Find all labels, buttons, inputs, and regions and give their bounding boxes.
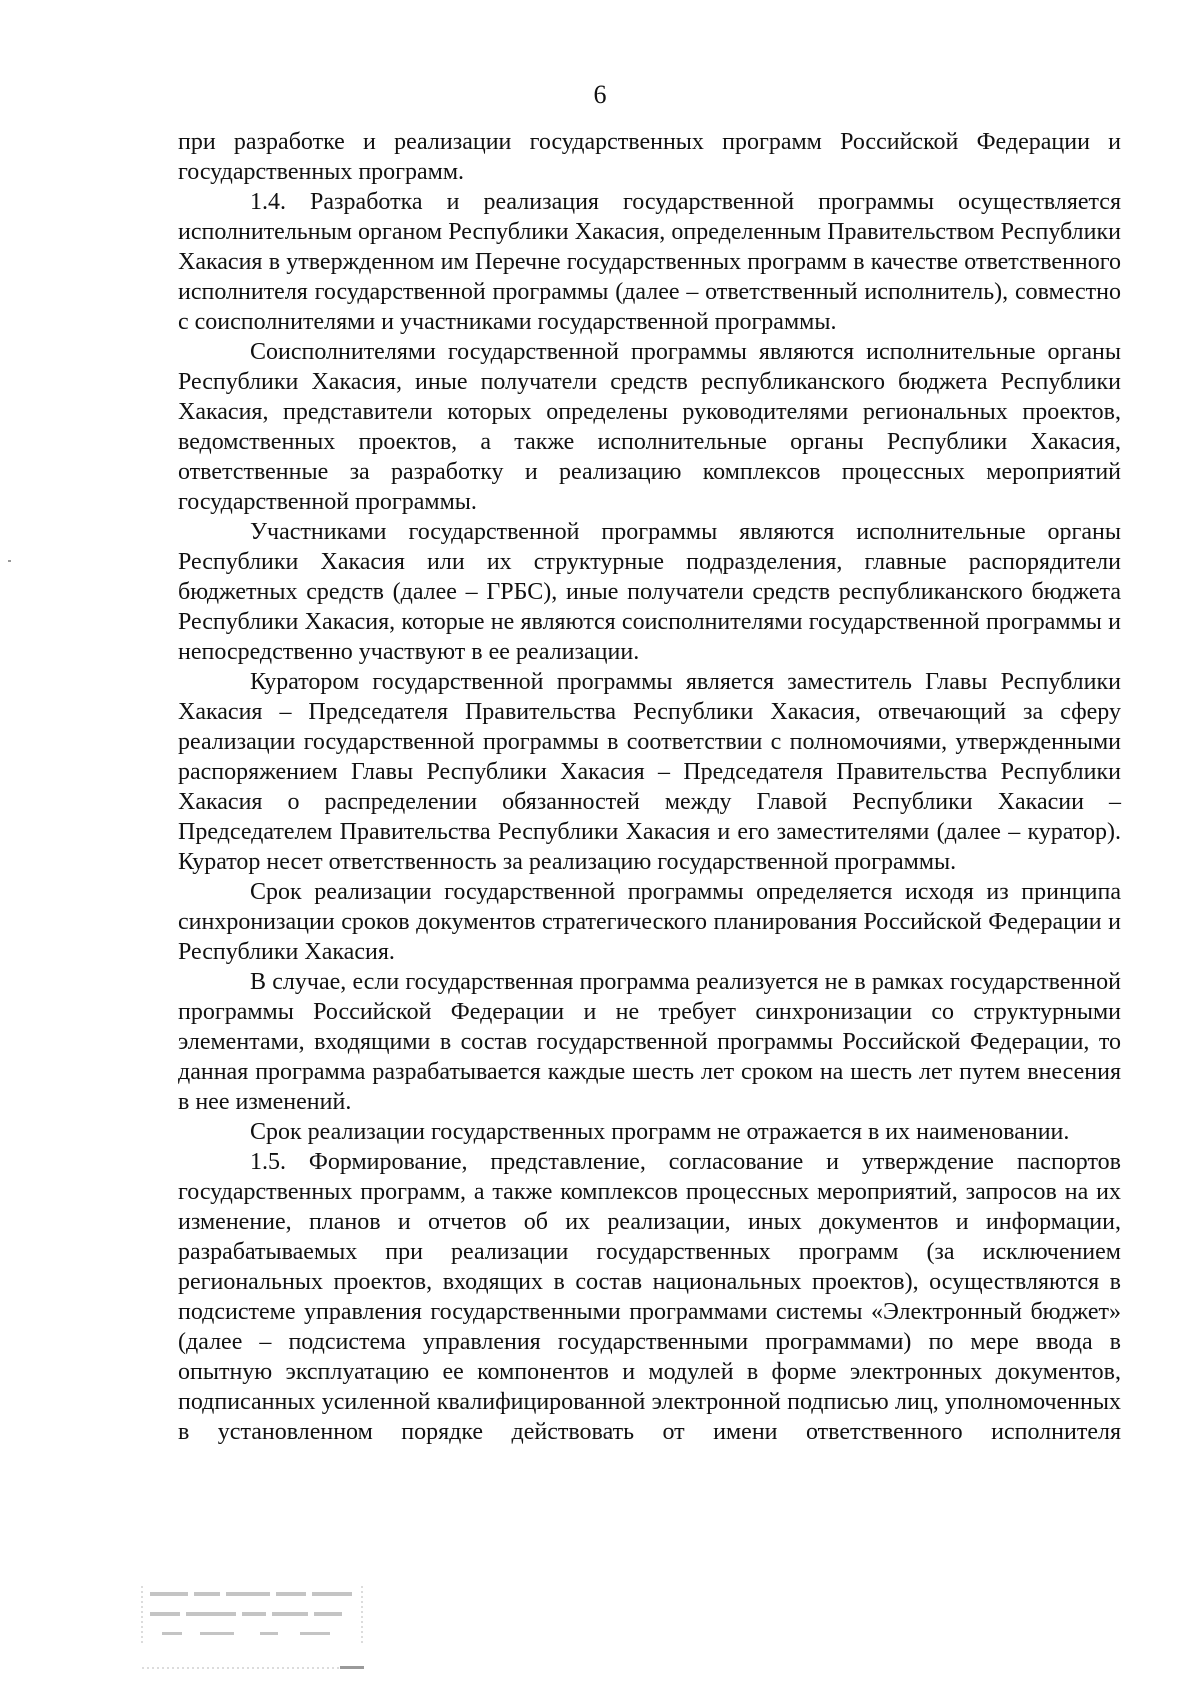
paragraph-co-executors: Соисполнителями государственной программы являются исполнительные органы Республики Хакасия, иные получатели средств республиканского бюджета Республики Хакасия, представители которых определены руководителями региональных проектов, ведомственных проектов, а также исполнительные органы Республики Хакасия, ответственные за разработку и реализацию комплексов процессных мероприятий государственной программы. — [178, 339, 1121, 515]
paragraph-participants: Участниками государственной программы являются исполнительные органы Республики Хакасия или их структурные подразделения, главные распорядители бюджетных средств (далее – ГРБС), иные получатели средств республиканского бюджета Республики Хакасия, которые не являются соисполнителями государственной программы и непосредственно участвуют в ее реализации. — [178, 519, 1121, 665]
paragraph-1-5: 1.5. Формирование, представление, согласование и утверждение паспортов государственных программ, а также комплексов процессных мероприятий, запросов на их изменение, планов и отчетов об их реализации, иных документов и информации, разрабатываемых при реализации государственных программ (за исключением региональных проектов, входящих в состав национальных проектов), осуществляются в подсистеме управления государственными программами системы «Электронный бюджет» (далее – подсистема управления государственными программами) по мере ввода в опытную эксплуатацию ее компонентов и модулей в форме электронных документов, подписанных усиленной квалифицированной электронной подписью лиц, уполномоченных в установленном порядке действовать от имени ответственного исполнителя — [178, 1149, 1121, 1445]
page-number: 6 — [593, 80, 607, 109]
scan-speck — [8, 560, 11, 562]
paragraph-case: В случае, если государственная программа реализуется не в рамках государственной программы Российской Федерации и не требует синхронизации со структурными элементами, входящими в состав государственной программы Российской Федерации, то данная программа разрабатывается каждые шесть лет сроком на шесть лет путем внесения в нее изменений. — [178, 969, 1121, 1115]
faded-stamp-image — [140, 1582, 368, 1672]
paragraph-curator: Куратором государственной программы является заместитель Главы Республики Хакасия – Председателя Правительства Республики Хакасия, отвечающий за сферу реализации государственной программы в соответствии с полномочиями, утвержденными распоряжением Главы Республики Хакасия – Председателя Правительства Республики Хакасия о распределении обязанностей между Главой Республики Хакасии – Председателем Правительства Республики Хакасия и его заместителями (далее – куратор). Куратор несет ответственность за реализацию государственной программы. — [178, 669, 1121, 875]
paragraph-term-naming: Срок реализации государственных программ не отражается в их наименовании. — [250, 1119, 1070, 1145]
paragraph-1-4: 1.4. Разработка и реализация государственной программы осуществляется исполнительным органом Республики Хакасия, определенным Правительством Республики Хакасия в утвержденном им Перечне государственных программ в качестве ответственного исполнителя государственной программы (далее – ответственный исполнитель), совместно с соисполнителями и участниками государственной программы. — [178, 189, 1121, 335]
document-body — [178, 127, 1121, 1447]
paragraph-continuation: при разработке и реализации государственных программ Российской Федерации и государственных программ. — [178, 129, 1121, 185]
paragraph-term: Срок реализации государственной программы определяется исходя из принципа синхронизации сроков документов стратегического планирования Российской Федерации и Республики Хакасия. — [178, 879, 1121, 965]
